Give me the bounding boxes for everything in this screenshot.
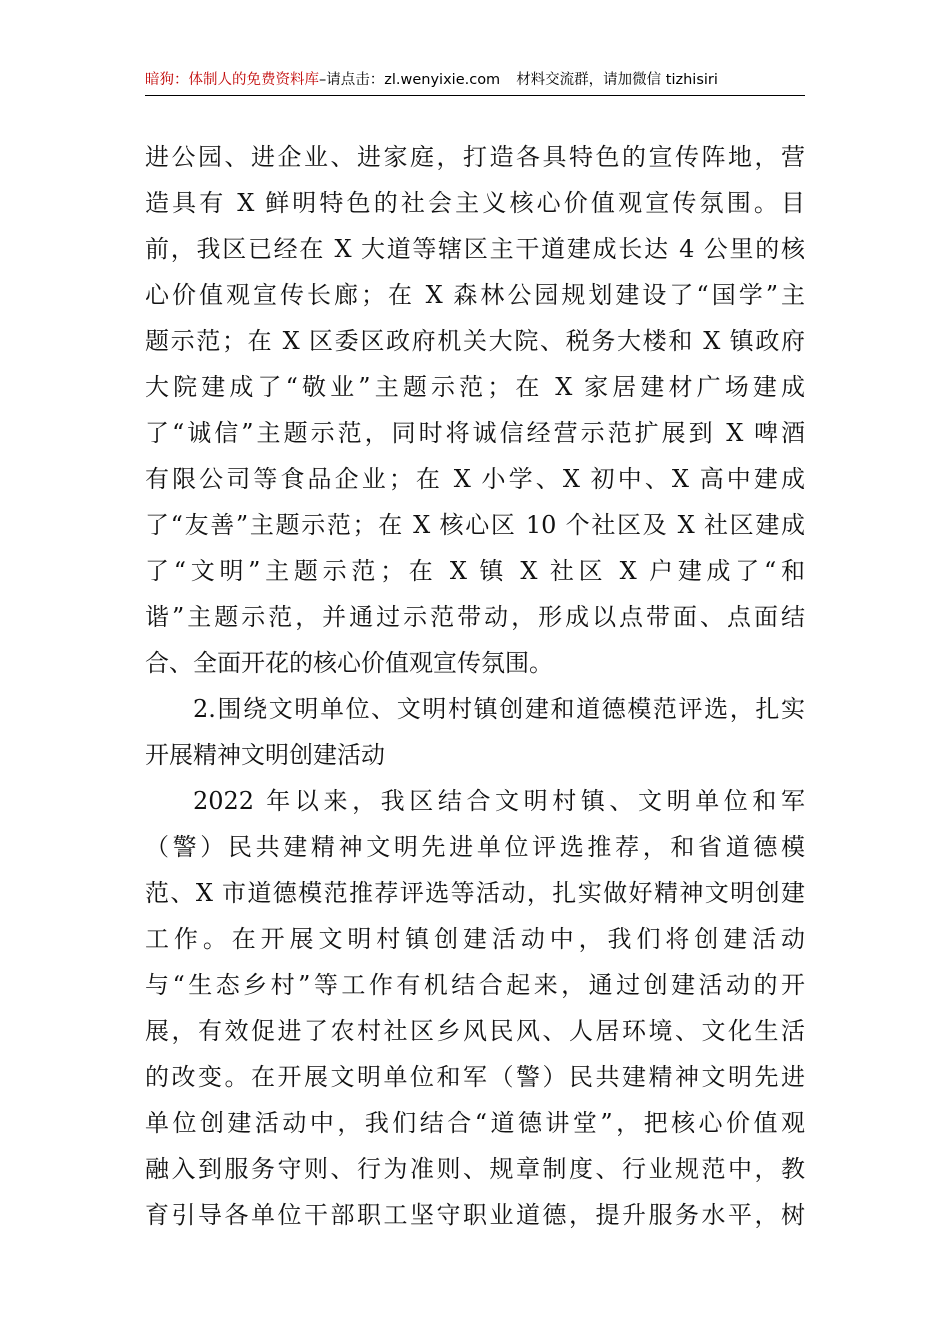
text-line: 的改变。在开展文明单位和军（警）民共建精神文明先进: [145, 1063, 805, 1091]
header-source-label: 暗狗：体制人的免费资料库: [145, 72, 319, 88]
heading-line: 开展精神文明创建活动: [145, 741, 385, 769]
text-line: 进公园、进企业、进家庭，打造各具特色的宣传阵地，营: [145, 143, 805, 171]
text-line: （警）民共建精神文明先进单位评选推荐，和省道德模: [145, 833, 805, 861]
text-line: 2022 年以来，我区结合文明村镇、文明单位和军: [193, 787, 805, 815]
heading-line: 2.围绕文明单位、文明村镇创建和道德模范评选，扎实: [193, 695, 805, 723]
text-line: 育引导各单位干部职工坚守职业道德，提升服务水平，树: [145, 1201, 805, 1229]
text-line: 展，有效促进了农村社区乡风民风、人居环境、文化生活: [145, 1017, 805, 1045]
page-header: [145, 70, 805, 90]
text-line: 题示范；在 X 区委区政府机关大院、税务大楼和 X 镇政府: [145, 327, 805, 355]
text-line: 工作。在开展文明村镇创建活动中，我们将创建活动: [145, 925, 805, 953]
text-line: 融入到服务守则、行为准则、规章制度、行业规范中，教: [145, 1155, 805, 1183]
text-line: 大院建成了“敬业”主题示范；在 X 家居建材广场建成: [145, 373, 805, 401]
text-line: 合、全面开花的核心价值观宣传氛围。: [145, 649, 553, 677]
text-line: 心价值观宣传长廊；在 X 森林公园规划建设了“国学”主: [145, 281, 805, 309]
header-link-prefix: –请点击：: [319, 72, 385, 88]
text-line: 了“文明”主题示范；在 X 镇 X 社区 X 户建成了“和: [145, 557, 805, 585]
section-heading-2: [145, 686, 805, 778]
text-line: 与“生态乡村”等工作有机结合起来，通过创建活动的开: [145, 971, 805, 999]
header-link-url[interactable]: zl.wenyixie.com: [384, 72, 501, 88]
document-body: [145, 134, 805, 1238]
text-line: 了“友善”主题示范；在 X 核心区 10 个社区及 X 社区建成: [145, 511, 805, 539]
header-divider: [145, 95, 805, 96]
text-line: 谐”主题示范，并通过示范带动，形成以点带面、点面结: [145, 603, 805, 631]
paragraph-1: [145, 134, 805, 686]
text-line: 了“诚信”主题示范，同时将诚信经营示范扩展到 X 啤酒: [145, 419, 805, 447]
text-line: 范、X 市道德模范推荐评选等活动，扎实做好精神文明创建: [145, 879, 805, 907]
text-line: 单位创建活动中，我们结合“道德讲堂”，把核心价值观: [145, 1109, 805, 1137]
text-line: 前，我区已经在 X 大道等辖区主干道建成长达 4 公里的核: [145, 235, 805, 263]
text-line: 造具有 X 鲜明特色的社会主义核心价值观宣传氛围。目: [145, 189, 805, 217]
text-line: 有限公司等食品企业；在 X 小学、X 初中、X 高中建成: [145, 465, 805, 493]
header-group-note: 材料交流群，请加微信 tizhisiri: [516, 72, 718, 88]
paragraph-3: [145, 778, 805, 1238]
